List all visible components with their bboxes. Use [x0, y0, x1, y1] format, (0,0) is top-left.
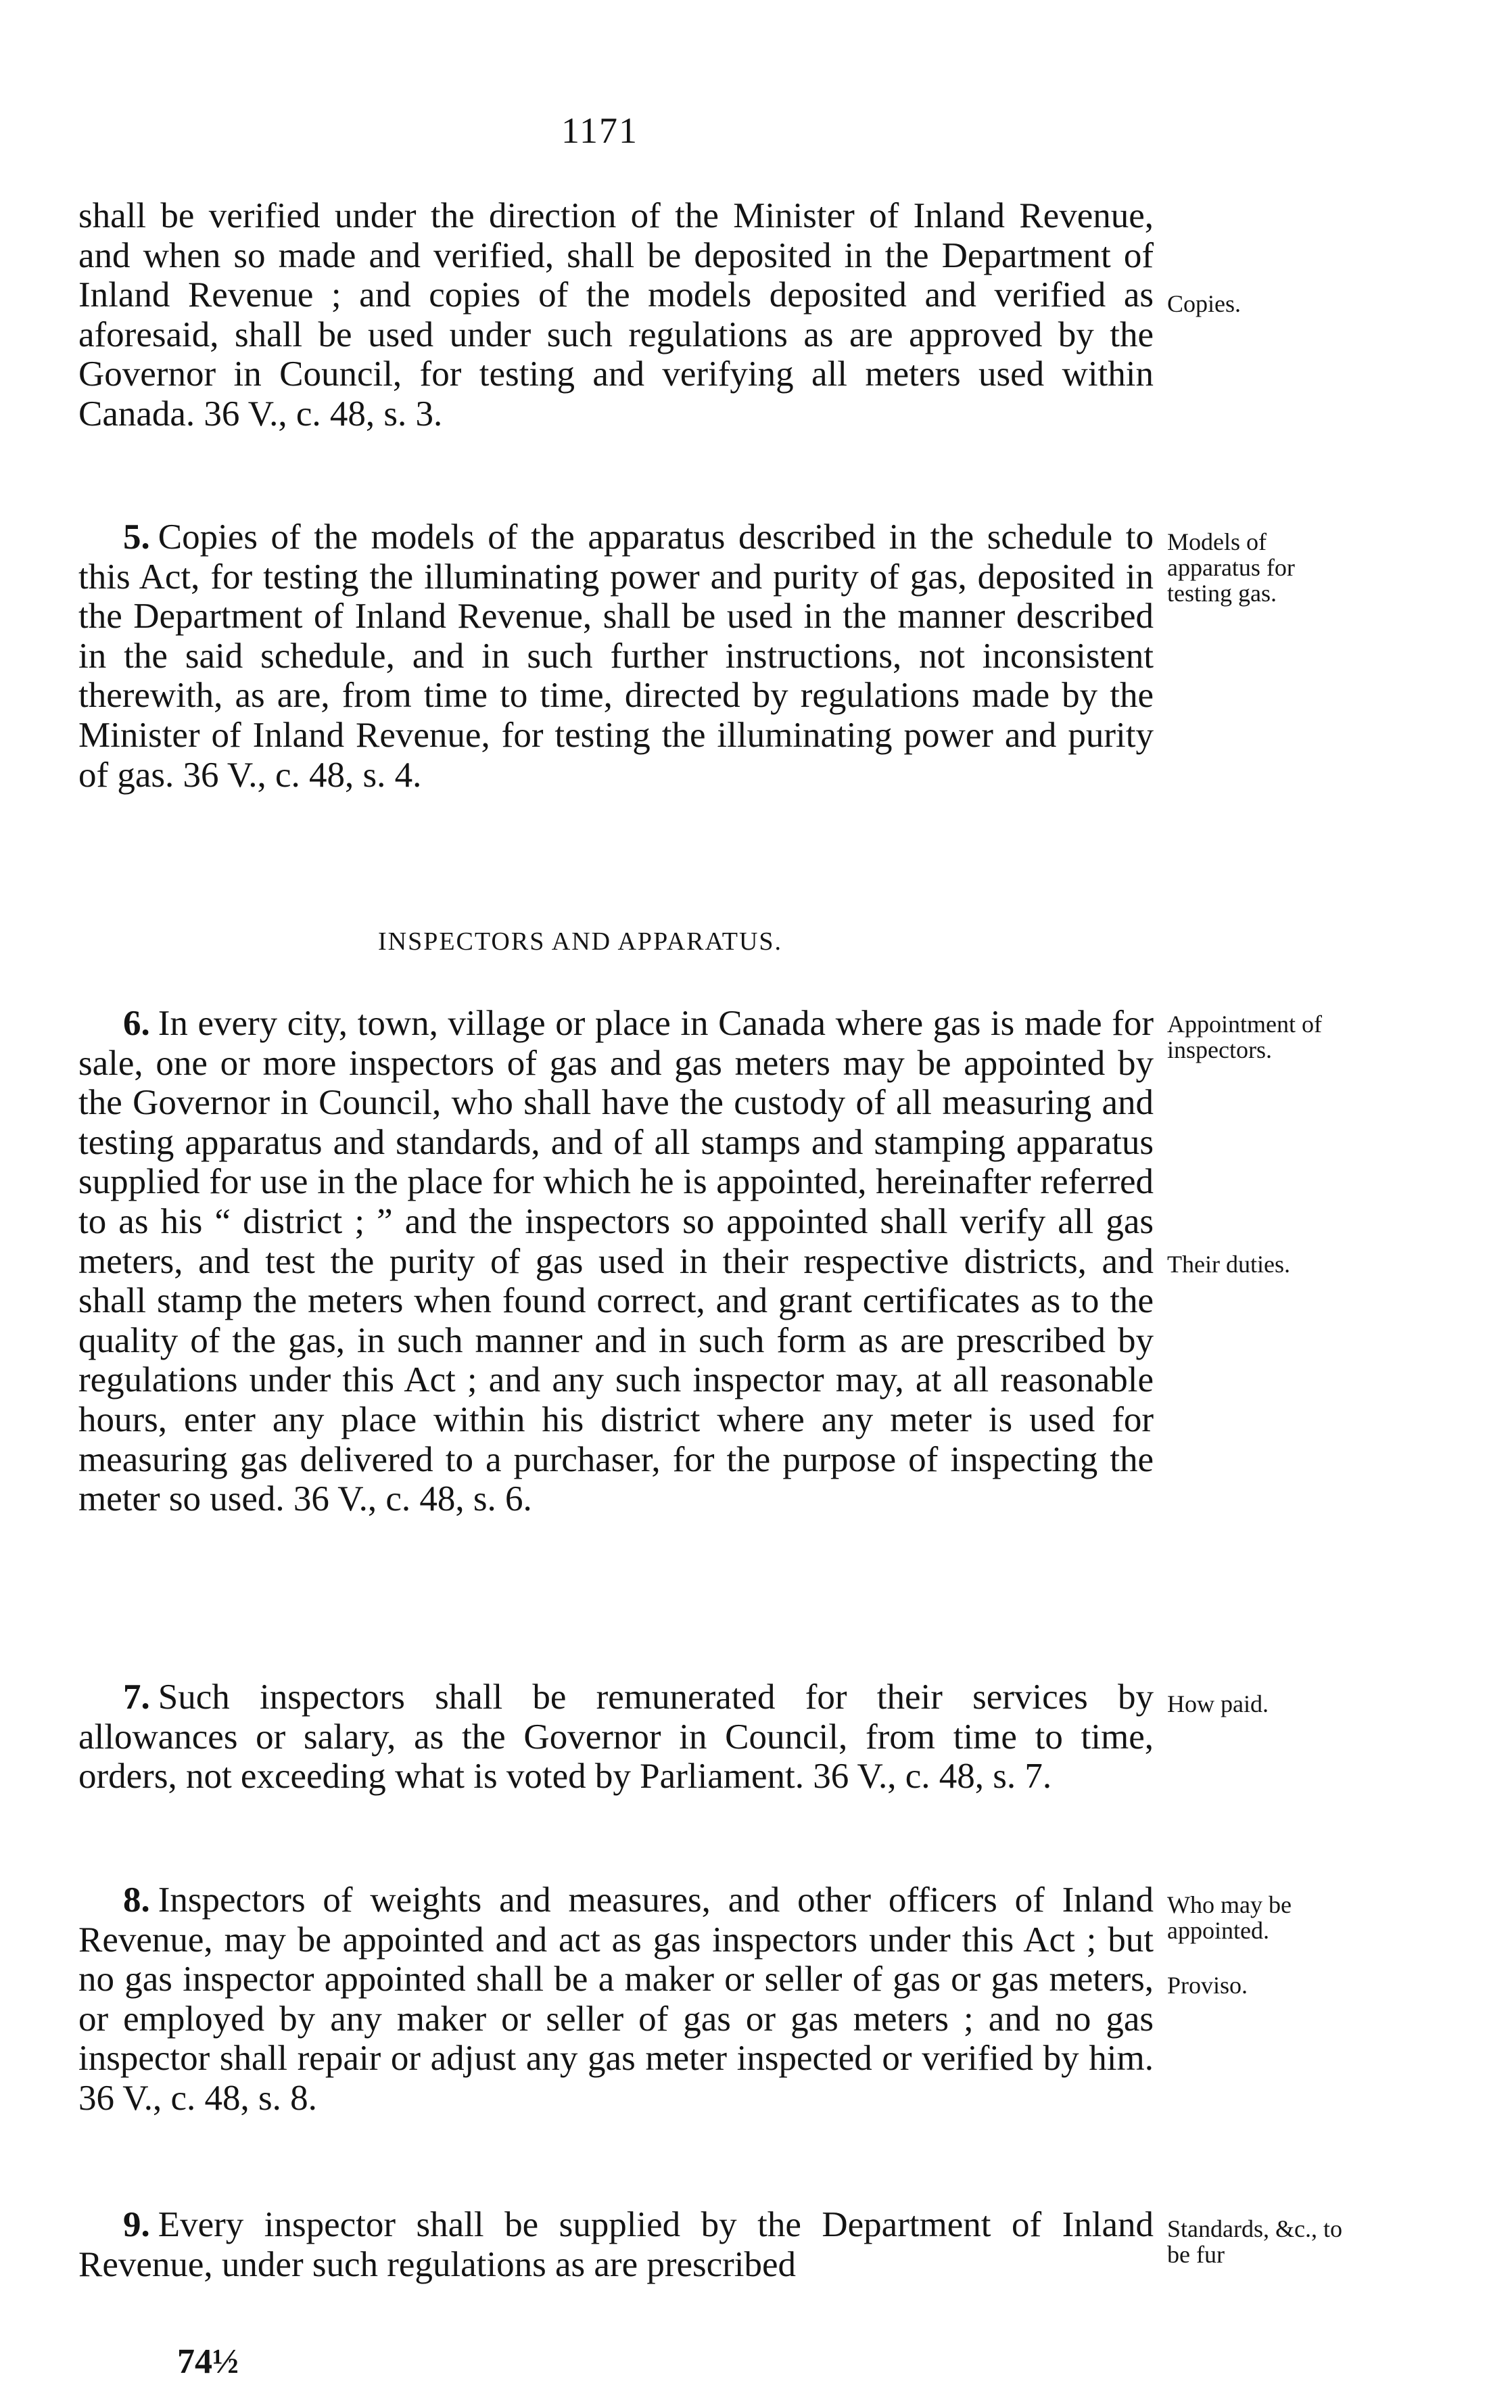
marginal-note-who-may-be-appointed: Who may be appointed.: [1167, 1891, 1292, 1944]
marginal-note-how-paid: How paid.: [1167, 1690, 1269, 1717]
paragraph-text: Such inspectors shall be remunerated for their services by allowances or salary, as the Governor in Council, from time to time, orders, not exceeding what is voted by Parliament. 36 V., c. 48, s. 7.: [78, 1677, 1154, 1797]
paragraph-section-6: [78, 1004, 1154, 1519]
marginal-note-models: Models of apparatus for testing gas.: [1167, 528, 1295, 607]
paragraph-text: Every inspector shall be supplied by the Department of Inland Revenue, under such regulations as are prescribed: [78, 2205, 1154, 2284]
paragraph-text: shall be verified under the direction of the Minister of Inland Revenue, and when so made and verified, shall be deposited in the Department of Inland Revenue ; and copies of the models deposited and verified as aforesaid, shall be used under such regulations as are approved by the Governor in Council, for testing and verifying all meters used within Canada. 36 V., c. 48, s. 3.: [78, 196, 1154, 434]
page-number: 1171: [561, 110, 638, 151]
paragraph-text: In every city, town, village or place in Canada where gas is made for sale, one or more inspectors of gas and gas meters may be appointed by the Governor in Council, who shall have the custody of all measuring and testing apparatus and standards, and of all stamps and stamping apparatus supplied for use in the place for which he is appointed, hereinafter referred to as his “ district ; ” and the inspectors so appointed shall verify all gas meters, and test the purity of gas used in their respective districts, and shall stamp the meters when found correct, and grant certificates as to the quality of the gas, in such manner and in such form as are prescribed by regulations under this Act ; and any such inspector may, at all reasonable hours, enter any place within his district where any meter is used for measuring gas delivered to a purchaser, for the purpose of inspecting the meter so used. 36 V., c. 48, s. 6.: [78, 1004, 1154, 1519]
paragraph-text: Inspectors of weights and measures, and other officers of Inland Revenue, may be appointed and act as gas inspectors under this Act ; but no gas inspector appointed shall be a maker or seller of gas or gas meters, or employed by any maker or seller of gas or gas meters ; and no gas inspector shall repair or adjust any gas meter inspected or verified by him. 36 V., c. 48, s. 8.: [78, 1880, 1154, 2118]
section-heading: INSPECTORS AND APPARATUS.: [377, 927, 783, 956]
marginal-note-duties: Their duties.: [1167, 1251, 1290, 1278]
section-number: 9.: [123, 2205, 150, 2244]
marginal-note-appointment: Appointment of inspectors.: [1167, 1011, 1322, 1063]
section-number: 5.: [123, 517, 150, 557]
marginal-note-standards: Standards, &c., to be fur: [1167, 2215, 1342, 2268]
marginal-note-copies: Copies.: [1167, 290, 1242, 317]
paragraph-section-7: [78, 1677, 1154, 1797]
paragraph-section-4-continued: [78, 196, 1154, 434]
section-number: 6.: [123, 1004, 150, 1043]
paragraph-section-8: [78, 1880, 1154, 2118]
section-number: 7.: [123, 1677, 150, 1717]
signature-mark: 74½: [177, 2342, 239, 2381]
section-number: 8.: [123, 1880, 150, 1920]
paragraph-section-5: [78, 517, 1154, 795]
paragraph-section-9: [78, 2205, 1154, 2284]
marginal-note-proviso: Proviso.: [1167, 1972, 1248, 1999]
paragraph-text: Copies of the models of the apparatus described in the schedule to this Act, for testing the illuminating power and purity of gas, deposited in the Department of Inland Revenue, shall be used in the manner described in the said schedule, and in such further instructions, not inconsistent therewith, as are, from time to time, directed by regulations made by the Minister of Inland Revenue, for testing the illuminating power and purity of gas. 36 V., c. 48, s. 4.: [78, 517, 1154, 795]
